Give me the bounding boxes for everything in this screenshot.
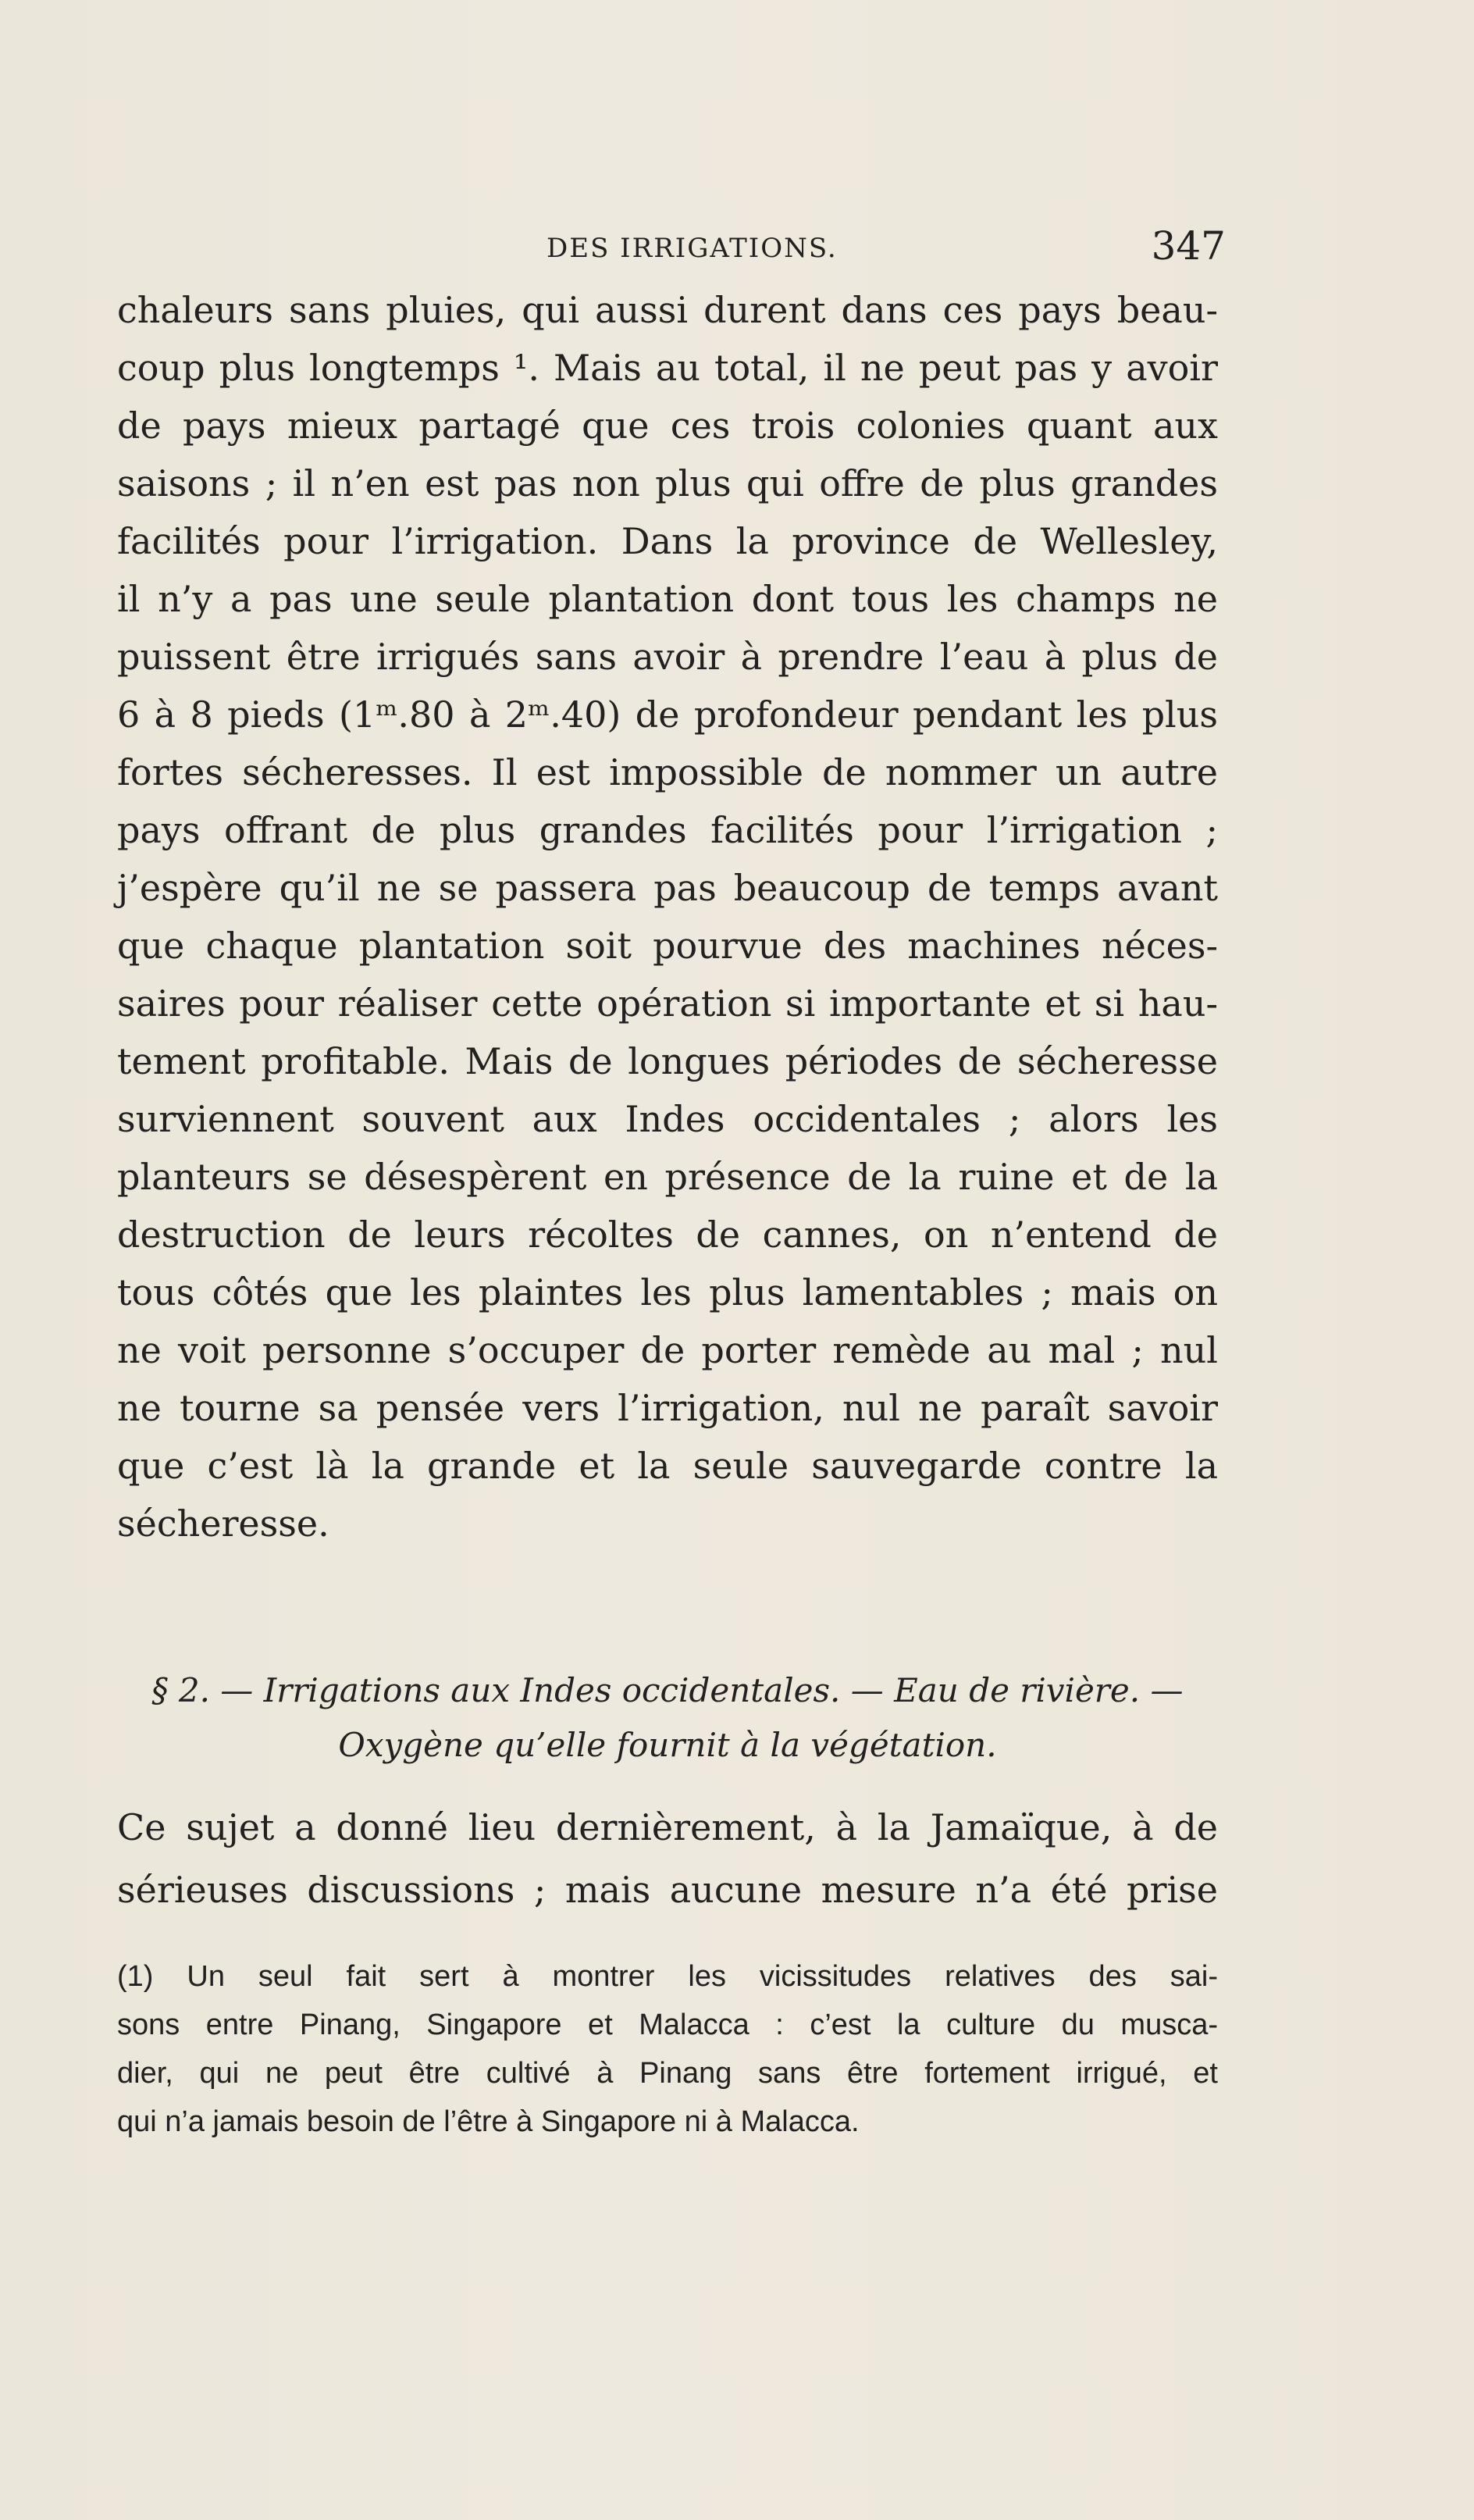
paragraph-1 xyxy=(117,281,1218,1552)
text-line: chaleurs sans pluies, qui aussi durent dans ces pays beau- xyxy=(117,289,1218,331)
text-line: coup plus longtemps ¹. Mais au total, il ne peut pas y avoir xyxy=(117,347,1218,389)
paragraph-2 xyxy=(117,1796,1218,1921)
text-line: surviennent souvent aux Indes occidentales ; alors les xyxy=(117,1098,1218,1140)
footnote-line: dier, qui ne peut être cultivé à Pinang sans être fortement irrigué, et xyxy=(117,2057,1218,2090)
text-line: Ce sujet a donné lieu dernièrement, à la Jamaïque, à de xyxy=(117,1806,1218,1848)
footnote xyxy=(117,1952,1218,2146)
running-title: DES IRRIGATIONS. xyxy=(547,233,838,264)
footnote-line: qui n’a jamais besoin de l’être à Singapore ni à Malacca. xyxy=(117,2105,860,2138)
text-line: puissent être irrigués sans avoir à prendre l’eau à plus de xyxy=(117,636,1218,678)
text-line: saires pour réaliser cette opération si importante et si hau- xyxy=(117,982,1218,1025)
text-line: fortes sécheresses. Il est impossible de nommer un autre xyxy=(117,751,1218,793)
text-line: ne voit personne s’occuper de porter remède au mal ; nul xyxy=(117,1329,1218,1371)
text-line: j’espère qu’il ne se passera pas beaucoup de temps avant xyxy=(117,867,1218,909)
section-heading-line: § 2. — Irrigations aux Indes occidentales. — Eau de rivière. — xyxy=(151,1671,1184,1709)
text-line: de pays mieux partagé que ces trois colonies quant aux xyxy=(117,405,1218,447)
section-heading-line: Oxygène qu’elle fournit à la végétation. xyxy=(338,1726,997,1764)
text-line: tous côtés que les plaintes les plus lamentables ; mais on xyxy=(117,1271,1218,1313)
page-header xyxy=(547,223,1226,278)
text-line: sérieuses discussions ; mais aucune mesure n’a été prise xyxy=(117,1869,1218,1911)
text-line: sécheresse. xyxy=(117,1502,329,1545)
text-line: 6 à 8 pieds (1ᵐ.80 à 2ᵐ.40) de profondeur pendant les plus xyxy=(117,693,1218,736)
footnote-line: sons entre Pinang, Singapore et Malacca : c’est la culture du musca- xyxy=(117,2009,1218,2041)
text-line: que chaque plantation soit pourvue des machines néces- xyxy=(117,925,1218,967)
text-line: saisons ; il n’en est pas non plus qui offre de plus grandes xyxy=(117,462,1218,504)
section-heading xyxy=(117,1663,1218,1773)
text-line: facilités pour l’irrigation. Dans la province de Wellesley, xyxy=(117,520,1218,562)
page-number: 347 xyxy=(1151,223,1226,269)
text-line: pays offrant de plus grandes facilités pour l’irrigation ; xyxy=(117,809,1218,851)
text-line: il n’y a pas une seule plantation dont tous les champs ne xyxy=(117,578,1218,620)
footnote-line: (1) Un seul fait sert à montrer les vicissitudes relatives des sai- xyxy=(117,1960,1218,1993)
text-line: destruction de leurs récoltes de cannes, on n’entend de xyxy=(117,1214,1218,1256)
text-line: planteurs se désespèrent en présence de la ruine et de la xyxy=(117,1156,1218,1198)
text-line: tement profitable. Mais de longues périodes de sécheresse xyxy=(117,1040,1218,1082)
text-line: ne tourne sa pensée vers l’irrigation, nul ne paraît savoir xyxy=(117,1387,1218,1429)
text-line: que c’est là la grande et la seule sauvegarde contre la xyxy=(117,1445,1218,1487)
